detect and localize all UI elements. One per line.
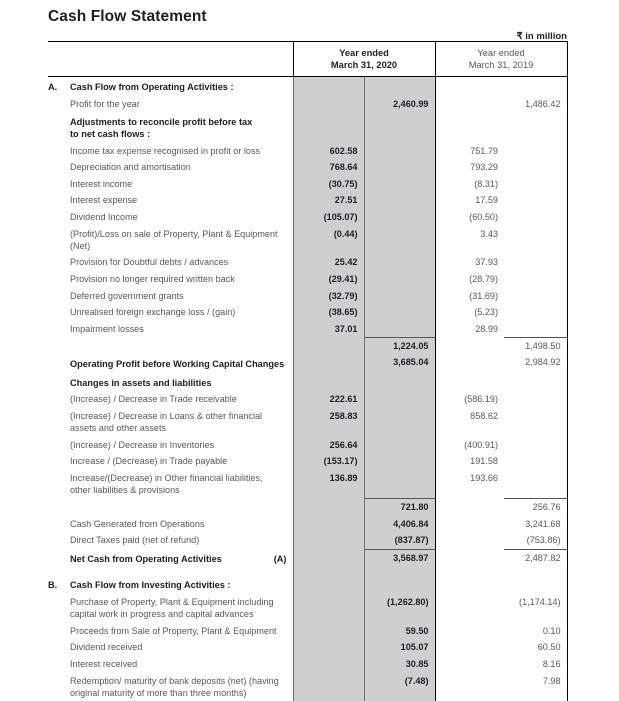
row-label (48, 159, 293, 176)
value-2020-col1 (293, 656, 364, 673)
section-heading-row (48, 575, 567, 593)
value-2019-col2 (504, 176, 567, 193)
row-label-text: Unrealised foreign exchange loss / (gain) (70, 306, 287, 318)
value-2020-col1: 25.42 (293, 254, 364, 271)
row-label-text: Changes in assets and liabilities (70, 377, 287, 389)
row-label (48, 594, 293, 623)
value-2020-col1 (293, 95, 364, 112)
section-heading (48, 575, 293, 593)
value-2020-col2 (364, 143, 435, 160)
value-2020-col1 (293, 575, 364, 593)
value-2020-col2 (364, 408, 435, 437)
value-2020-col1 (293, 498, 364, 515)
row-indent (48, 553, 70, 565)
value-2020-col1 (293, 672, 364, 701)
row-label (48, 95, 293, 112)
value-2019-col1 (435, 594, 504, 623)
value-2020-col2: 721.80 (364, 498, 435, 515)
row-label (48, 549, 293, 567)
value-2020-col1: 136.89 (293, 470, 364, 499)
row-label (48, 515, 293, 532)
row-label-text: Proceeds from Sale of Property, Plant & Equipment (70, 625, 287, 637)
row-label-text: (Increase) / Decrease in Trade receivable (70, 393, 287, 405)
row-label-text: Dividend Income (70, 211, 287, 223)
value-2019-col1 (435, 354, 504, 372)
value-2020-col1 (293, 112, 364, 143)
value-2020-col2 (364, 470, 435, 499)
row-label-text: Redemption/ maturity of bank deposits (net) (having original maturity of more than three months) (70, 675, 287, 699)
value-2019-col1: 37.93 (435, 254, 504, 271)
value-2019-col2 (504, 453, 567, 470)
table-row (48, 532, 567, 549)
row-label (48, 354, 293, 372)
section-spacer (48, 567, 567, 575)
table-row (48, 304, 567, 321)
value-2020-col1: 37.01 (293, 321, 364, 338)
value-2019-col2 (504, 271, 567, 288)
row-label-text: Interest income (70, 178, 287, 190)
value-2019-col2: 1,498.50 (504, 337, 567, 354)
value-2020-col2 (364, 321, 435, 338)
value-2020-col2 (364, 192, 435, 209)
row-label (48, 373, 293, 391)
section-letter: B. (48, 579, 70, 591)
row-indent (48, 161, 70, 173)
spacer-cell (293, 567, 364, 575)
value-2020-col1 (293, 623, 364, 640)
value-2019-col1: (28.79) (435, 271, 504, 288)
value-2019-col2: 2,487.82 (504, 549, 567, 567)
row-label (48, 656, 293, 673)
value-2020-col2: 3,685.04 (364, 354, 435, 372)
row-label-text: Deferred government grants (70, 290, 287, 302)
row-label-text: Interest expense (70, 194, 287, 206)
value-2019-col1: (586.19) (435, 391, 504, 408)
value-2019-col1 (435, 532, 504, 549)
value-2019-col1 (435, 337, 504, 354)
value-2019-col1: 858.62 (435, 408, 504, 437)
value-2020-col2 (364, 575, 435, 593)
value-2019-col2: 7.98 (504, 672, 567, 701)
value-2020-col2 (364, 77, 435, 96)
section-letter: A. (48, 81, 70, 93)
row-label-text: (A) Net Cash from Operating Activities (70, 553, 287, 565)
value-2020-col1 (293, 594, 364, 623)
value-2020-col1 (293, 639, 364, 656)
row-label (48, 209, 293, 226)
value-2019-col2 (504, 304, 567, 321)
section-heading-text: Cash Flow from Investing Activities : (70, 579, 287, 591)
table-row (48, 436, 567, 453)
value-2019-col2 (504, 408, 567, 437)
table-row (48, 656, 567, 673)
value-2019-col1 (435, 656, 504, 673)
value-2020-col2 (364, 391, 435, 408)
table-row (48, 176, 567, 193)
value-2020-col1: 602.58 (293, 143, 364, 160)
row-label-text: Operating Profit before Working Capital Changes (70, 358, 287, 370)
table-row (48, 639, 567, 656)
spacer-cell (435, 567, 504, 575)
row-indent (48, 290, 70, 302)
value-2020-col2: 105.07 (364, 639, 435, 656)
value-2020-col1: (32.79) (293, 287, 364, 304)
value-2019-col1 (435, 95, 504, 112)
spacer-cell (504, 567, 567, 575)
value-2019-col1: (31.69) (435, 287, 504, 304)
table-row (48, 498, 567, 515)
table-row (48, 453, 567, 470)
value-2020-col2 (364, 373, 435, 391)
table-row (48, 159, 567, 176)
table-row (48, 594, 567, 623)
row-label (48, 436, 293, 453)
value-2019-col2: (1,174.14) (504, 594, 567, 623)
value-2020-col1 (293, 354, 364, 372)
value-2019-col1 (435, 373, 504, 391)
value-2019-col2 (504, 209, 567, 226)
row-label (48, 391, 293, 408)
section-heading (48, 77, 293, 96)
table-row (48, 321, 567, 338)
value-2019-col1 (435, 77, 504, 96)
row-reference: (A) (268, 553, 287, 565)
header-2020-line1: Year ended (296, 47, 433, 59)
value-2020-col1: 768.64 (293, 159, 364, 176)
table-row (48, 271, 567, 288)
row-indent (48, 393, 70, 405)
value-2019-col2 (504, 77, 567, 96)
value-2020-col1: 256.64 (293, 436, 364, 453)
row-label-text: Increase/(Decrease) in Other financial liabilities, other liabilities & provisions (70, 472, 287, 496)
header-year-2020 (293, 42, 435, 77)
value-2020-col2: 59.50 (364, 623, 435, 640)
row-indent (48, 178, 70, 190)
row-indent (48, 358, 70, 370)
value-2019-col1: 3.43 (435, 225, 504, 254)
row-label (48, 453, 293, 470)
row-indent (48, 273, 70, 285)
spacer-cell (364, 567, 435, 575)
header-year-2019 (435, 42, 567, 77)
value-2020-col1: 258.83 (293, 408, 364, 437)
value-2020-col2 (364, 271, 435, 288)
value-2020-col2 (364, 225, 435, 254)
row-label (48, 304, 293, 321)
section-heading-text: Cash Flow from Operating Activities : (70, 81, 287, 93)
row-indent (48, 98, 70, 110)
value-2019-col2 (504, 373, 567, 391)
row-indent (48, 641, 70, 653)
value-2019-col1: 17.59 (435, 192, 504, 209)
value-2020-col2: (7.48) (364, 672, 435, 701)
value-2020-col1: 27.51 (293, 192, 364, 209)
row-label-text: Provision for Doubtful debts / advances (70, 256, 287, 268)
row-label (48, 623, 293, 640)
row-label (48, 470, 293, 499)
table-row (48, 143, 567, 160)
row-label-text: Cash Generated from Operations (70, 518, 287, 530)
table-row (48, 192, 567, 209)
value-2019-col2 (504, 436, 567, 453)
table-row (48, 254, 567, 271)
row-label (48, 287, 293, 304)
value-2019-col2 (504, 575, 567, 593)
value-2020-col1: (0.44) (293, 225, 364, 254)
row-label (48, 532, 293, 549)
header-2019-line1: Year ended (438, 47, 565, 59)
value-2020-col2: 30.85 (364, 656, 435, 673)
row-label (48, 672, 293, 701)
value-2020-col1 (293, 549, 364, 567)
cash-flow-table (48, 41, 568, 701)
value-2019-col1 (435, 639, 504, 656)
value-2019-col1 (435, 549, 504, 567)
value-2020-col2 (364, 112, 435, 143)
row-indent (48, 658, 70, 670)
value-2020-col1: (30.75) (293, 176, 364, 193)
value-2019-col2 (504, 192, 567, 209)
value-2019-col2: 3,241.68 (504, 515, 567, 532)
table-row (48, 470, 567, 499)
table-row (48, 623, 567, 640)
row-label (48, 498, 293, 515)
value-2019-col1: 751.79 (435, 143, 504, 160)
value-2019-col1: (400.91) (435, 436, 504, 453)
row-label-text: Adjustments to reconcile profit before tax to net cash flows : (70, 116, 287, 140)
units-note: ₹ in million (517, 31, 567, 42)
value-2020-col2 (364, 453, 435, 470)
header-2019-line2: March 31, 2019 (438, 59, 565, 71)
row-indent (48, 534, 70, 546)
value-2020-col2 (364, 436, 435, 453)
row-indent (48, 228, 70, 252)
row-label (48, 321, 293, 338)
row-label (48, 271, 293, 288)
row-label-text: Interest received (70, 658, 287, 670)
row-label (48, 143, 293, 160)
table-row (48, 225, 567, 254)
row-label (48, 337, 293, 354)
value-2019-col1: 193.66 (435, 470, 504, 499)
value-2020-col2: 2,460.99 (364, 95, 435, 112)
value-2019-col1: 191.58 (435, 453, 504, 470)
value-2020-col1: 222.61 (293, 391, 364, 408)
header-2020-line2: March 31, 2020 (296, 59, 433, 71)
value-2019-col1: (8.31) (435, 176, 504, 193)
row-indent (48, 439, 70, 451)
row-indent (48, 211, 70, 223)
value-2019-col2 (504, 391, 567, 408)
value-2020-col1 (293, 515, 364, 532)
row-label (48, 254, 293, 271)
value-2019-col2 (504, 287, 567, 304)
row-indent (48, 675, 70, 699)
value-2019-col2: 256.76 (504, 498, 567, 515)
table-row (48, 95, 567, 112)
value-2020-col1: (105.07) (293, 209, 364, 226)
table-row (48, 287, 567, 304)
row-indent (48, 472, 70, 496)
value-2020-col2: 4,406.84 (364, 515, 435, 532)
row-label-text: Dividend received (70, 641, 287, 653)
value-2020-col1 (293, 337, 364, 354)
value-2020-col2: (1,262.80) (364, 594, 435, 623)
value-2020-col2 (364, 159, 435, 176)
value-2019-col1 (435, 623, 504, 640)
header-rule-row (48, 42, 567, 77)
table-row (48, 209, 567, 226)
row-indent (48, 518, 70, 530)
value-2020-col1 (293, 77, 364, 96)
row-indent (48, 256, 70, 268)
value-2019-col2: (753.86) (504, 532, 567, 549)
value-2019-col1 (435, 112, 504, 143)
value-2019-col2 (504, 470, 567, 499)
value-2019-col1: (60.50) (435, 209, 504, 226)
table-row (48, 354, 567, 372)
value-2020-col1 (293, 532, 364, 549)
value-2019-col2 (504, 143, 567, 160)
value-2020-col2 (364, 209, 435, 226)
row-label-text: Purchase of Property, Plant & Equipment including capital work in progress and capital advances (70, 596, 287, 620)
value-2019-col2 (504, 321, 567, 338)
table-row (48, 515, 567, 532)
value-2019-col1 (435, 498, 504, 515)
row-indent (48, 625, 70, 637)
row-label (48, 176, 293, 193)
row-label (48, 192, 293, 209)
value-2020-col2: 3,568.97 (364, 549, 435, 567)
row-indent (48, 306, 70, 318)
table-row (48, 672, 567, 701)
row-label (48, 408, 293, 437)
row-indent (48, 377, 70, 389)
page-title: Cash Flow Statement (48, 8, 207, 26)
row-label-text: Depreciation and amortisation (70, 161, 287, 173)
row-label-text: (Profit)/Loss on sale of Property, Plant & Equipment (Net) (70, 228, 287, 252)
row-label (48, 225, 293, 254)
value-2019-col2: 0.10 (504, 623, 567, 640)
value-2019-col2: 8.16 (504, 656, 567, 673)
section-heading-row (48, 77, 567, 96)
row-indent (48, 410, 70, 434)
row-indent (48, 116, 70, 140)
value-2020-col2 (364, 304, 435, 321)
row-label (48, 639, 293, 656)
value-2020-col2 (364, 287, 435, 304)
value-2019-col2 (504, 225, 567, 254)
value-2019-col1: 28.99 (435, 321, 504, 338)
value-2019-col1 (435, 515, 504, 532)
value-2020-col1 (293, 373, 364, 391)
table-row (48, 549, 567, 567)
value-2020-col1: (153.17) (293, 453, 364, 470)
value-2020-col2 (364, 176, 435, 193)
value-2019-col1 (435, 672, 504, 701)
value-2019-col1: 793.29 (435, 159, 504, 176)
value-2020-col2 (364, 254, 435, 271)
table-row (48, 408, 567, 437)
table-row (48, 337, 567, 354)
row-label-text: Direct Taxes paid (net of refund) (70, 534, 287, 546)
value-2020-col1: (29.41) (293, 271, 364, 288)
row-label-text: (Increase) / Decrease in Inventories (70, 439, 287, 451)
value-2020-col2: (837.87) (364, 532, 435, 549)
value-2020-col1: (38.65) (293, 304, 364, 321)
table-row (48, 112, 567, 143)
row-indent (48, 323, 70, 335)
table-row (48, 373, 567, 391)
value-2019-col2 (504, 112, 567, 143)
row-indent (48, 145, 70, 157)
value-2019-col2 (504, 159, 567, 176)
value-2019-col2: 60.50 (504, 639, 567, 656)
row-label-text: Profit for the year (70, 98, 287, 110)
value-2019-col2: 1,486.42 (504, 95, 567, 112)
row-label-text: Income tax expense recognised in profit or loss (70, 145, 287, 157)
value-2019-col1: (5.23) (435, 304, 504, 321)
row-label-text: Provision no longer required written back (70, 273, 287, 285)
row-indent (48, 596, 70, 620)
row-label-text: (Increase) / Decrease in Loans & other financial assets and other assets (70, 410, 287, 434)
row-label (48, 112, 293, 143)
value-2019-col2 (504, 254, 567, 271)
value-2019-col1 (435, 575, 504, 593)
table-row (48, 391, 567, 408)
row-indent (48, 194, 70, 206)
row-label-text: Impairment losses (70, 323, 287, 335)
value-2019-col2: 2,984.92 (504, 354, 567, 372)
row-indent (48, 455, 70, 467)
value-2020-col2: 1,224.05 (364, 337, 435, 354)
row-label-text: Increase / (Decrease) in Trade payable (70, 455, 287, 467)
table-body (48, 77, 567, 701)
header-label-blank (48, 42, 293, 77)
table-header (48, 42, 567, 77)
